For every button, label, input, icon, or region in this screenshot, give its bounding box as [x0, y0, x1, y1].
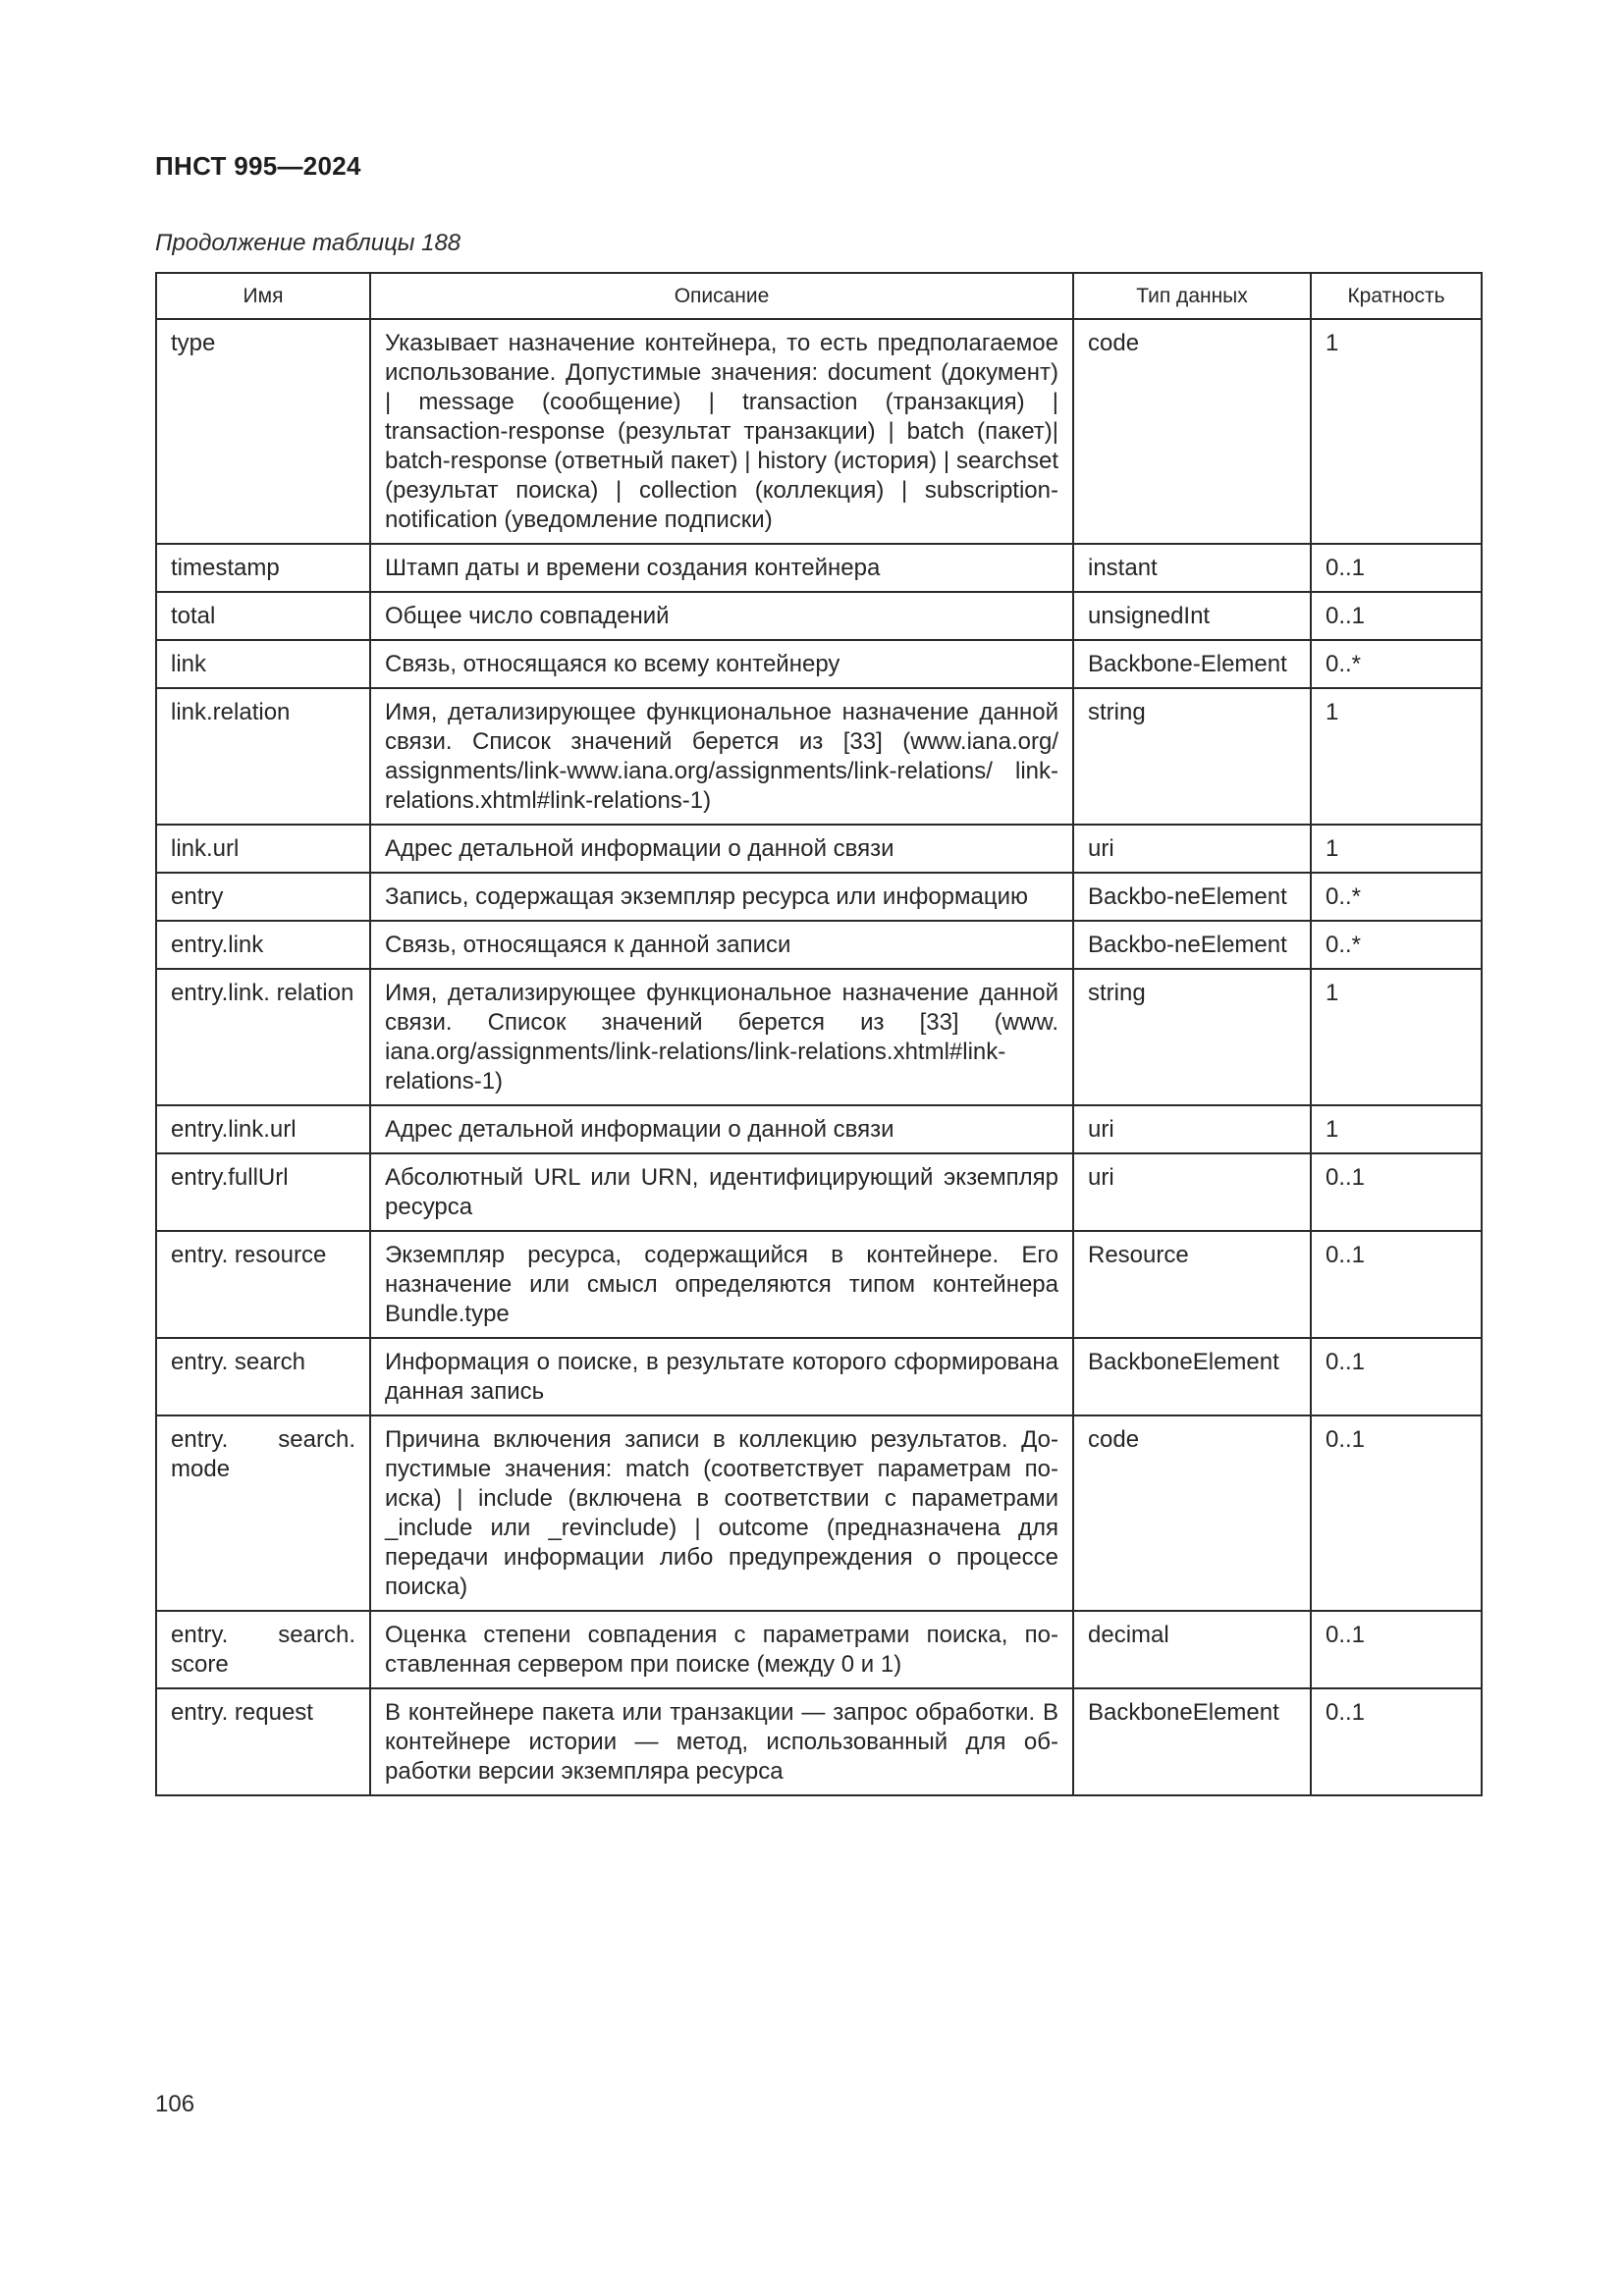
cell-description: Экземпляр ресурса, содержащийся в контейнере. Его назначение или смысл определяются типом контейнера Bundle.type — [370, 1231, 1073, 1338]
header-cardinality: Кратность — [1311, 273, 1482, 319]
cell-data-type: uri — [1073, 1153, 1311, 1231]
table-row — [156, 1153, 1482, 1231]
table-row — [156, 873, 1482, 921]
cell-data-type: string — [1073, 688, 1311, 825]
cell-name: link.url — [156, 825, 370, 873]
cell-description: Имя, детализирующее функциональное назначение данной связи. Список значений берется из [33] (www. iana.org/assignments/link-relations/link-relations.xhtml#link-relations-1) — [370, 969, 1073, 1105]
cell-cardinality: 0..1 — [1311, 1231, 1482, 1338]
cell-cardinality: 0..* — [1311, 873, 1482, 921]
cell-cardinality: 0..1 — [1311, 1338, 1482, 1415]
cell-data-type: Resource — [1073, 1231, 1311, 1338]
document-code: ПНСТ 995—2024 — [155, 151, 361, 181]
cell-cardinality: 0..1 — [1311, 1153, 1482, 1231]
cell-name: timestamp — [156, 544, 370, 592]
cell-description: Указывает назначение контейнера, то есть предполагаемое использование. Допустимые значения: document (документ) | message (сообщение) | transaction (транзакция) | transaction-response (результат транзакции) | batch (пакет)| batch-response (ответный пакет) | history (история) | searchset (результат поиска) | collection (коллекция) | subscription-notification (уведомление подписки) — [370, 319, 1073, 544]
cell-data-type: string — [1073, 969, 1311, 1105]
cell-name: entry. search. mode — [156, 1415, 370, 1611]
cell-name: total — [156, 592, 370, 640]
cell-data-type: code — [1073, 319, 1311, 544]
cell-name: entry.link — [156, 921, 370, 969]
cell-description: Информация о поиске, в результате которого сформирована данная запись — [370, 1338, 1073, 1415]
cell-name: entry. search. score — [156, 1611, 370, 1688]
cell-cardinality: 1 — [1311, 825, 1482, 873]
cell-cardinality: 1 — [1311, 688, 1482, 825]
table-row — [156, 825, 1482, 873]
cell-data-type: decimal — [1073, 1611, 1311, 1688]
header-data-type: Тип данных — [1073, 273, 1311, 319]
cell-name: entry — [156, 873, 370, 921]
header-name: Имя — [156, 273, 370, 319]
page-number: 106 — [155, 2091, 195, 2117]
cell-name: link.relation — [156, 688, 370, 825]
table-row — [156, 319, 1482, 544]
cell-description: Связь, относящаяся ко всему контейнеру — [370, 640, 1073, 688]
table-row — [156, 688, 1482, 825]
cell-data-type: uri — [1073, 825, 1311, 873]
table-row — [156, 1231, 1482, 1338]
cell-description: В контейнере пакета или транзакции — запрос обработки. В контейнере истории — метод, использованный для обработки версии экземпляра ресурса — [370, 1688, 1073, 1795]
cell-data-type: unsignedInt — [1073, 592, 1311, 640]
cell-name: entry. search — [156, 1338, 370, 1415]
cell-description: Связь, относящаяся к данной записи — [370, 921, 1073, 969]
cell-cardinality: 0..1 — [1311, 1415, 1482, 1611]
table-row — [156, 544, 1482, 592]
cell-data-type: Backbo-neElement — [1073, 873, 1311, 921]
cell-description: Имя, детализирующее функциональное назначение данной связи. Список значений берется из [33] (www.iana.org/ assignments/link-www.iana.org/assignments/link-relations/ link-relations.xhtml#link-relations-1) — [370, 688, 1073, 825]
cell-cardinality: 1 — [1311, 1105, 1482, 1153]
table-row — [156, 640, 1482, 688]
cell-cardinality: 0..1 — [1311, 592, 1482, 640]
table-caption: Продолжение таблицы 188 — [155, 230, 461, 256]
cell-data-type: instant — [1073, 544, 1311, 592]
cell-cardinality: 1 — [1311, 969, 1482, 1105]
cell-description: Абсолютный URL или URN, идентифицирующий экземпляр ресурса — [370, 1153, 1073, 1231]
cell-description: Оценка степени совпадения с параметрами поиска, поставленная сервером при поиске (между 0 и 1) — [370, 1611, 1073, 1688]
header-description: Описание — [370, 273, 1073, 319]
cell-name: entry. request — [156, 1688, 370, 1795]
cell-cardinality: 0..* — [1311, 640, 1482, 688]
table-row — [156, 1338, 1482, 1415]
cell-data-type: BackboneElement — [1073, 1338, 1311, 1415]
cell-description: Штамп даты и времени создания контейнера — [370, 544, 1073, 592]
spec-table — [155, 272, 1483, 1796]
table-row — [156, 1415, 1482, 1611]
table-row — [156, 969, 1482, 1105]
table-row — [156, 1688, 1482, 1795]
cell-data-type: code — [1073, 1415, 1311, 1611]
cell-description: Адрес детальной информации о данной связи — [370, 1105, 1073, 1153]
cell-data-type: BackboneElement — [1073, 1688, 1311, 1795]
cell-cardinality: 0..1 — [1311, 1611, 1482, 1688]
cell-description: Адрес детальной информации о данной связи — [370, 825, 1073, 873]
cell-cardinality: 0..1 — [1311, 1688, 1482, 1795]
table-row — [156, 1611, 1482, 1688]
cell-cardinality: 1 — [1311, 319, 1482, 544]
cell-cardinality: 0..1 — [1311, 544, 1482, 592]
cell-data-type: Backbone-Element — [1073, 640, 1311, 688]
cell-data-type: Backbo-neElement — [1073, 921, 1311, 969]
cell-description: Причина включения записи в коллекцию результатов. Допустимые значения: match (соответствует параметрам поиска) | include (включена в соответствии с параметрами _include или _revinclude) | outcome (предназначена для передачи информации либо предупреждения о процессе поиска) — [370, 1415, 1073, 1611]
cell-description: Общее число совпадений — [370, 592, 1073, 640]
cell-name: type — [156, 319, 370, 544]
table-row — [156, 592, 1482, 640]
cell-name: entry.link.url — [156, 1105, 370, 1153]
cell-description: Запись, содержащая экземпляр ресурса или информацию — [370, 873, 1073, 921]
cell-name: entry.fullUrl — [156, 1153, 370, 1231]
cell-data-type: uri — [1073, 1105, 1311, 1153]
table-row — [156, 921, 1482, 969]
table-header-row — [156, 273, 1482, 319]
cell-cardinality: 0..* — [1311, 921, 1482, 969]
table-row — [156, 1105, 1482, 1153]
cell-name: entry. resource — [156, 1231, 370, 1338]
cell-name: entry.link. relation — [156, 969, 370, 1105]
cell-name: link — [156, 640, 370, 688]
